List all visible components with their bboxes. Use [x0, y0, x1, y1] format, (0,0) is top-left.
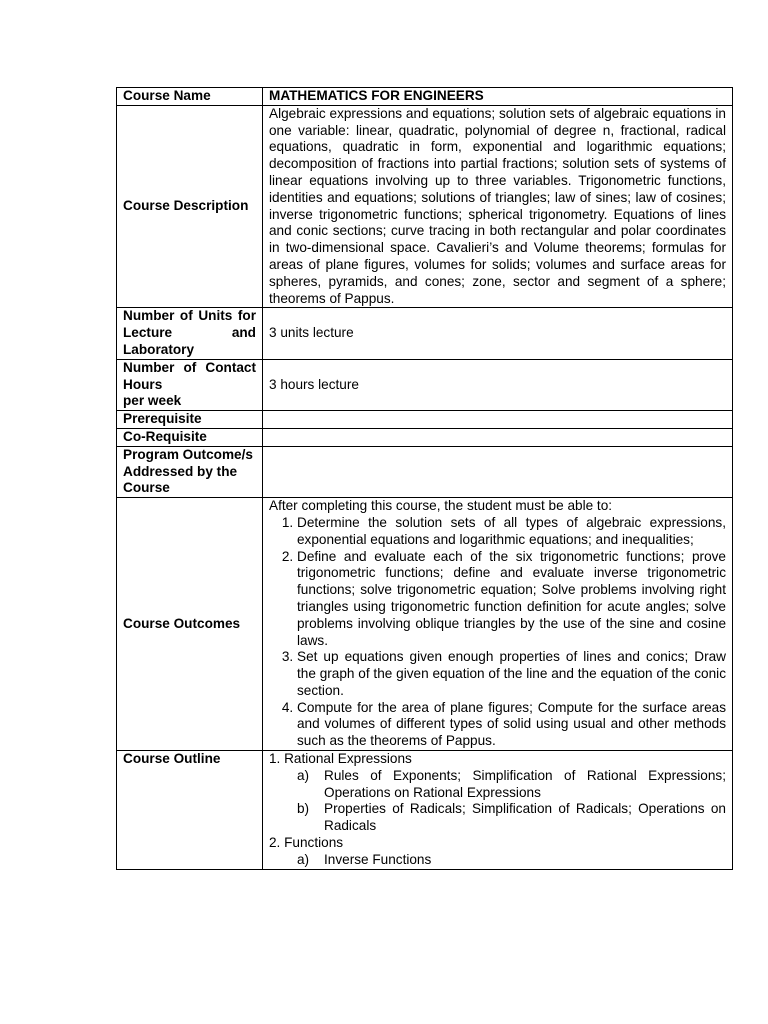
outline-subitem	[269, 801, 726, 835]
corequisite-label: Co-Requisite	[117, 428, 263, 446]
outline-subitem	[269, 852, 726, 869]
course-outcomes-value	[263, 498, 733, 751]
course-description-value: Algebraic expressions and equations; solution sets of algebraic equations in one variable: linear, quadratic, polynomial of degree n, fractional, radical equations, quadratic in form, exponential and logarithmic equations; decomposition of fractions into partial fractions; solution sets of systems of linear equations involving up to three variables. Trigonometric functions, identities and equations; solutions of triangles; law of sines; law of cosines; inverse trigonometric functions; spherical trigonometry. Equations of lines and conic sections; curve tracing in both rectangular and polar coordinates in two-dimensional space. Cavalieri’s and Volume theorems; formulas for areas of plane figures, volumes for solids; volumes and surface areas for spheres, pyramids, and cones; zone, sector and segment of a sphere; theorems of Pappus.	[263, 105, 733, 308]
list-item: 1. Determine the solution sets of all types of algebraic expressions, exponential equations and logarithmic equations; and inequalities;	[297, 515, 726, 549]
table-row	[117, 105, 733, 308]
prerequisite-label: Prerequisite	[117, 411, 263, 429]
table-row	[117, 359, 733, 410]
table-row	[117, 428, 733, 446]
course-outcomes-intro: After completing this course, the student must be able to:	[269, 498, 613, 514]
list-item: 4. Compute for the area of plane figures; Compute for the surface areas and volumes of different types of solid using usual and other methods such as the theorems of Pappus.	[297, 700, 726, 750]
table-row	[117, 308, 733, 359]
outline-section-title: 1. Rational Expressions	[269, 751, 412, 767]
table-row	[117, 498, 733, 751]
program-outcomes-value	[263, 446, 733, 497]
outline-subitem-text: Rules of Exponents; Simplification of Rational Expressions; Operations on Rational Expressions	[324, 767, 726, 800]
outline-subitem-marker: a)	[297, 767, 310, 783]
outline-subitem	[269, 768, 726, 802]
outline-subitem-text: Inverse Functions	[324, 851, 432, 867]
table-row	[117, 411, 733, 429]
course-outline-value	[263, 751, 733, 870]
course-description-label: Course Description	[117, 105, 263, 308]
corequisite-value	[263, 428, 733, 446]
outline-subitem-marker: a)	[297, 851, 310, 867]
list-item: 2. Define and evaluate each of the six trigonometric functions; prove trigonometric functions; define and evaluate inverse trigonometric functions; solve trigonometric equation; Solve problems involving right triangles using trigonometric function definition for acute angles; solve problems involving oblique triangles by the use of the sine and cosine laws.	[297, 549, 726, 650]
contact-hours-label-line1: Number of Contact Hours	[123, 359, 256, 392]
table-row	[117, 751, 733, 870]
outline-subitem-marker: b)	[297, 801, 310, 817]
course-outcomes-label: Course Outcomes	[117, 498, 263, 751]
units-value: 3 units lecture	[263, 308, 733, 359]
outline-section-title: 2. Functions	[269, 835, 344, 851]
course-outcomes-list	[269, 515, 726, 750]
program-outcomes-label: Program Outcome/s Addressed by the Course	[117, 446, 263, 497]
course-name-label: Course Name	[117, 88, 263, 106]
prerequisite-value	[263, 411, 733, 429]
units-label: Number of Units for Lecture and Laboratory	[117, 308, 263, 359]
outline-subitem-text: Properties of Radicals; Simplification of Radicals; Operations on Radicals	[324, 801, 726, 834]
course-name-value: MATHEMATICS FOR ENGINEERS	[263, 88, 733, 106]
table-row	[117, 88, 733, 106]
contact-hours-value: 3 hours lecture	[263, 359, 733, 410]
table-row	[117, 446, 733, 497]
course-outline-label: Course Outline	[117, 751, 263, 870]
contact-hours-label	[117, 359, 263, 410]
course-syllabus-table	[116, 87, 733, 870]
list-item: 3. Set up equations given enough properties of lines and conics; Draw the graph of the given equation of the line and the equation of the conic section.	[297, 649, 726, 699]
contact-hours-label-line2: per week	[123, 393, 182, 409]
